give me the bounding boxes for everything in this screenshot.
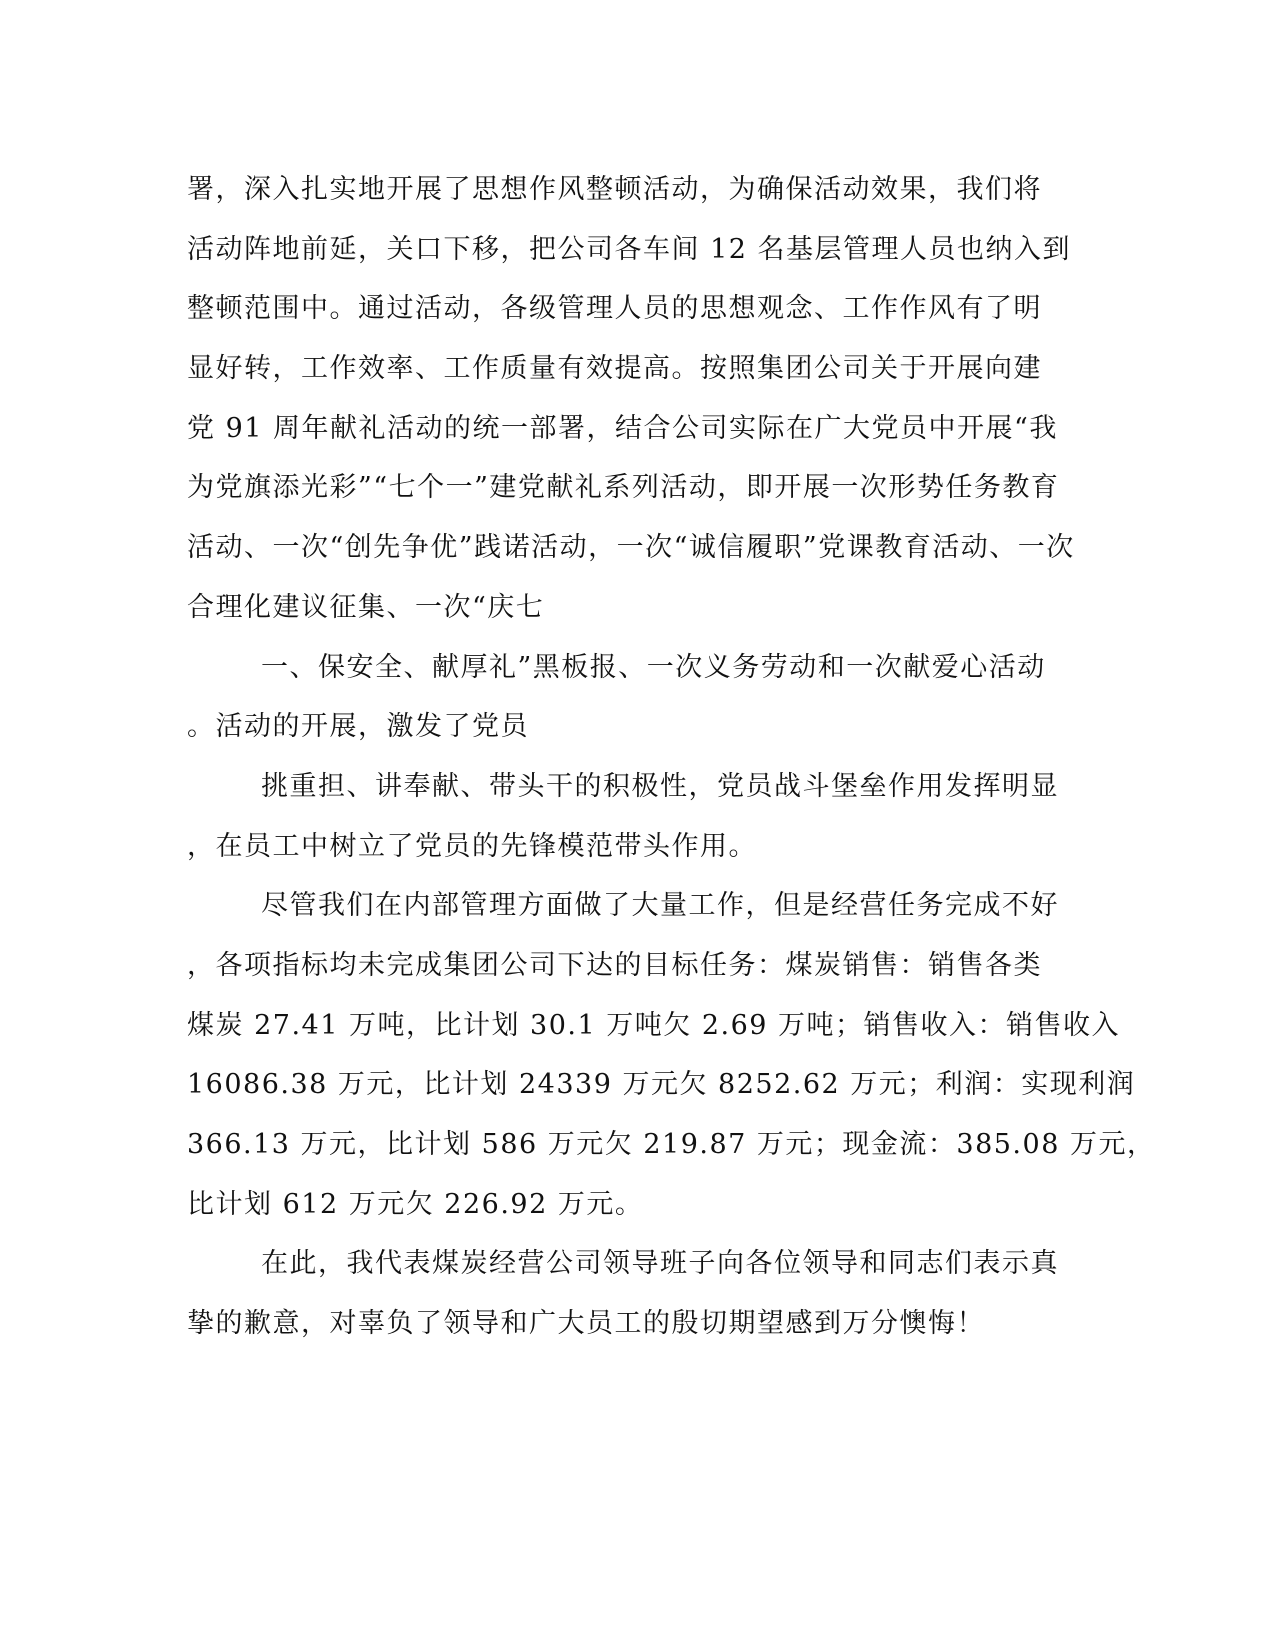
text-line: 比计划 612 万元欠 226.92 万元。 xyxy=(187,1188,644,1220)
text-line: 挚的歉意，对辜负了领导和广大员工的殷切期望感到万分懊悔！ xyxy=(187,1308,985,1340)
text-line: 煤炭 27.41 万吨，比计划 30.1 万吨欠 2.69 万吨；销售收入：销售收入 xyxy=(187,1009,1121,1041)
text-line: 为党旗添光彩”“七个一”建党献礼系列活动，即开展一次形势任务教育 xyxy=(187,472,1060,504)
text-line-indented: 尽管我们在内部管理方面做了大量工作，但是经营任务完成不好 xyxy=(261,890,1059,922)
text-line-indented: 一、保安全、献厚礼”黑板报、一次义务劳动和一次献爱心活动 xyxy=(261,651,1046,683)
text-line: 党 91 周年献礼活动的统一部署，结合公司实际在广大党员中开展“我 xyxy=(187,412,1058,444)
text-line: 活动阵地前延，关口下移，把公司各车间 12 名基层管理人员也纳入到 xyxy=(187,233,1072,265)
text-line: 活动、一次“创先争优”践诺活动，一次“诚信履职”党课教育活动、一次 xyxy=(187,532,1075,564)
text-line-indented: 挑重担、讲奉献、带头干的积极性，党员战斗堡垒作用发挥明显 xyxy=(261,770,1059,802)
document-body xyxy=(187,160,1156,1354)
text-line: 整顿范围中。通过活动，各级管理人员的思想观念、工作作风有了明 xyxy=(187,293,1042,325)
text-line: 。活动的开展，激发了党员 xyxy=(187,711,529,743)
text-line: 16086.38 万元，比计划 24339 万元欠 8252.62 万元；利润：实现利润 xyxy=(187,1069,1136,1101)
text-line: ，各项指标均未完成集团公司下达的目标任务：煤炭销售：销售各类 xyxy=(187,949,1042,981)
text-line: 显好转，工作效率、工作质量有效提高。按照集团公司关于开展向建 xyxy=(187,353,1042,385)
text-line-indented: 在此，我代表煤炭经营公司领导班子向各位领导和同志们表示真 xyxy=(261,1248,1059,1280)
text-line: 署，深入扎实地开展了思想作风整顿活动，为确保活动效果，我们将 xyxy=(187,174,1042,205)
text-line: 合理化建议征集、一次“庆七 xyxy=(187,591,545,623)
text-line: 366.13 万元，比计划 586 万元欠 219.87 万元；现金流：385.08 万元， xyxy=(187,1129,1156,1160)
text-line: ，在员工中树立了党员的先锋模范带头作用。 xyxy=(187,830,757,862)
